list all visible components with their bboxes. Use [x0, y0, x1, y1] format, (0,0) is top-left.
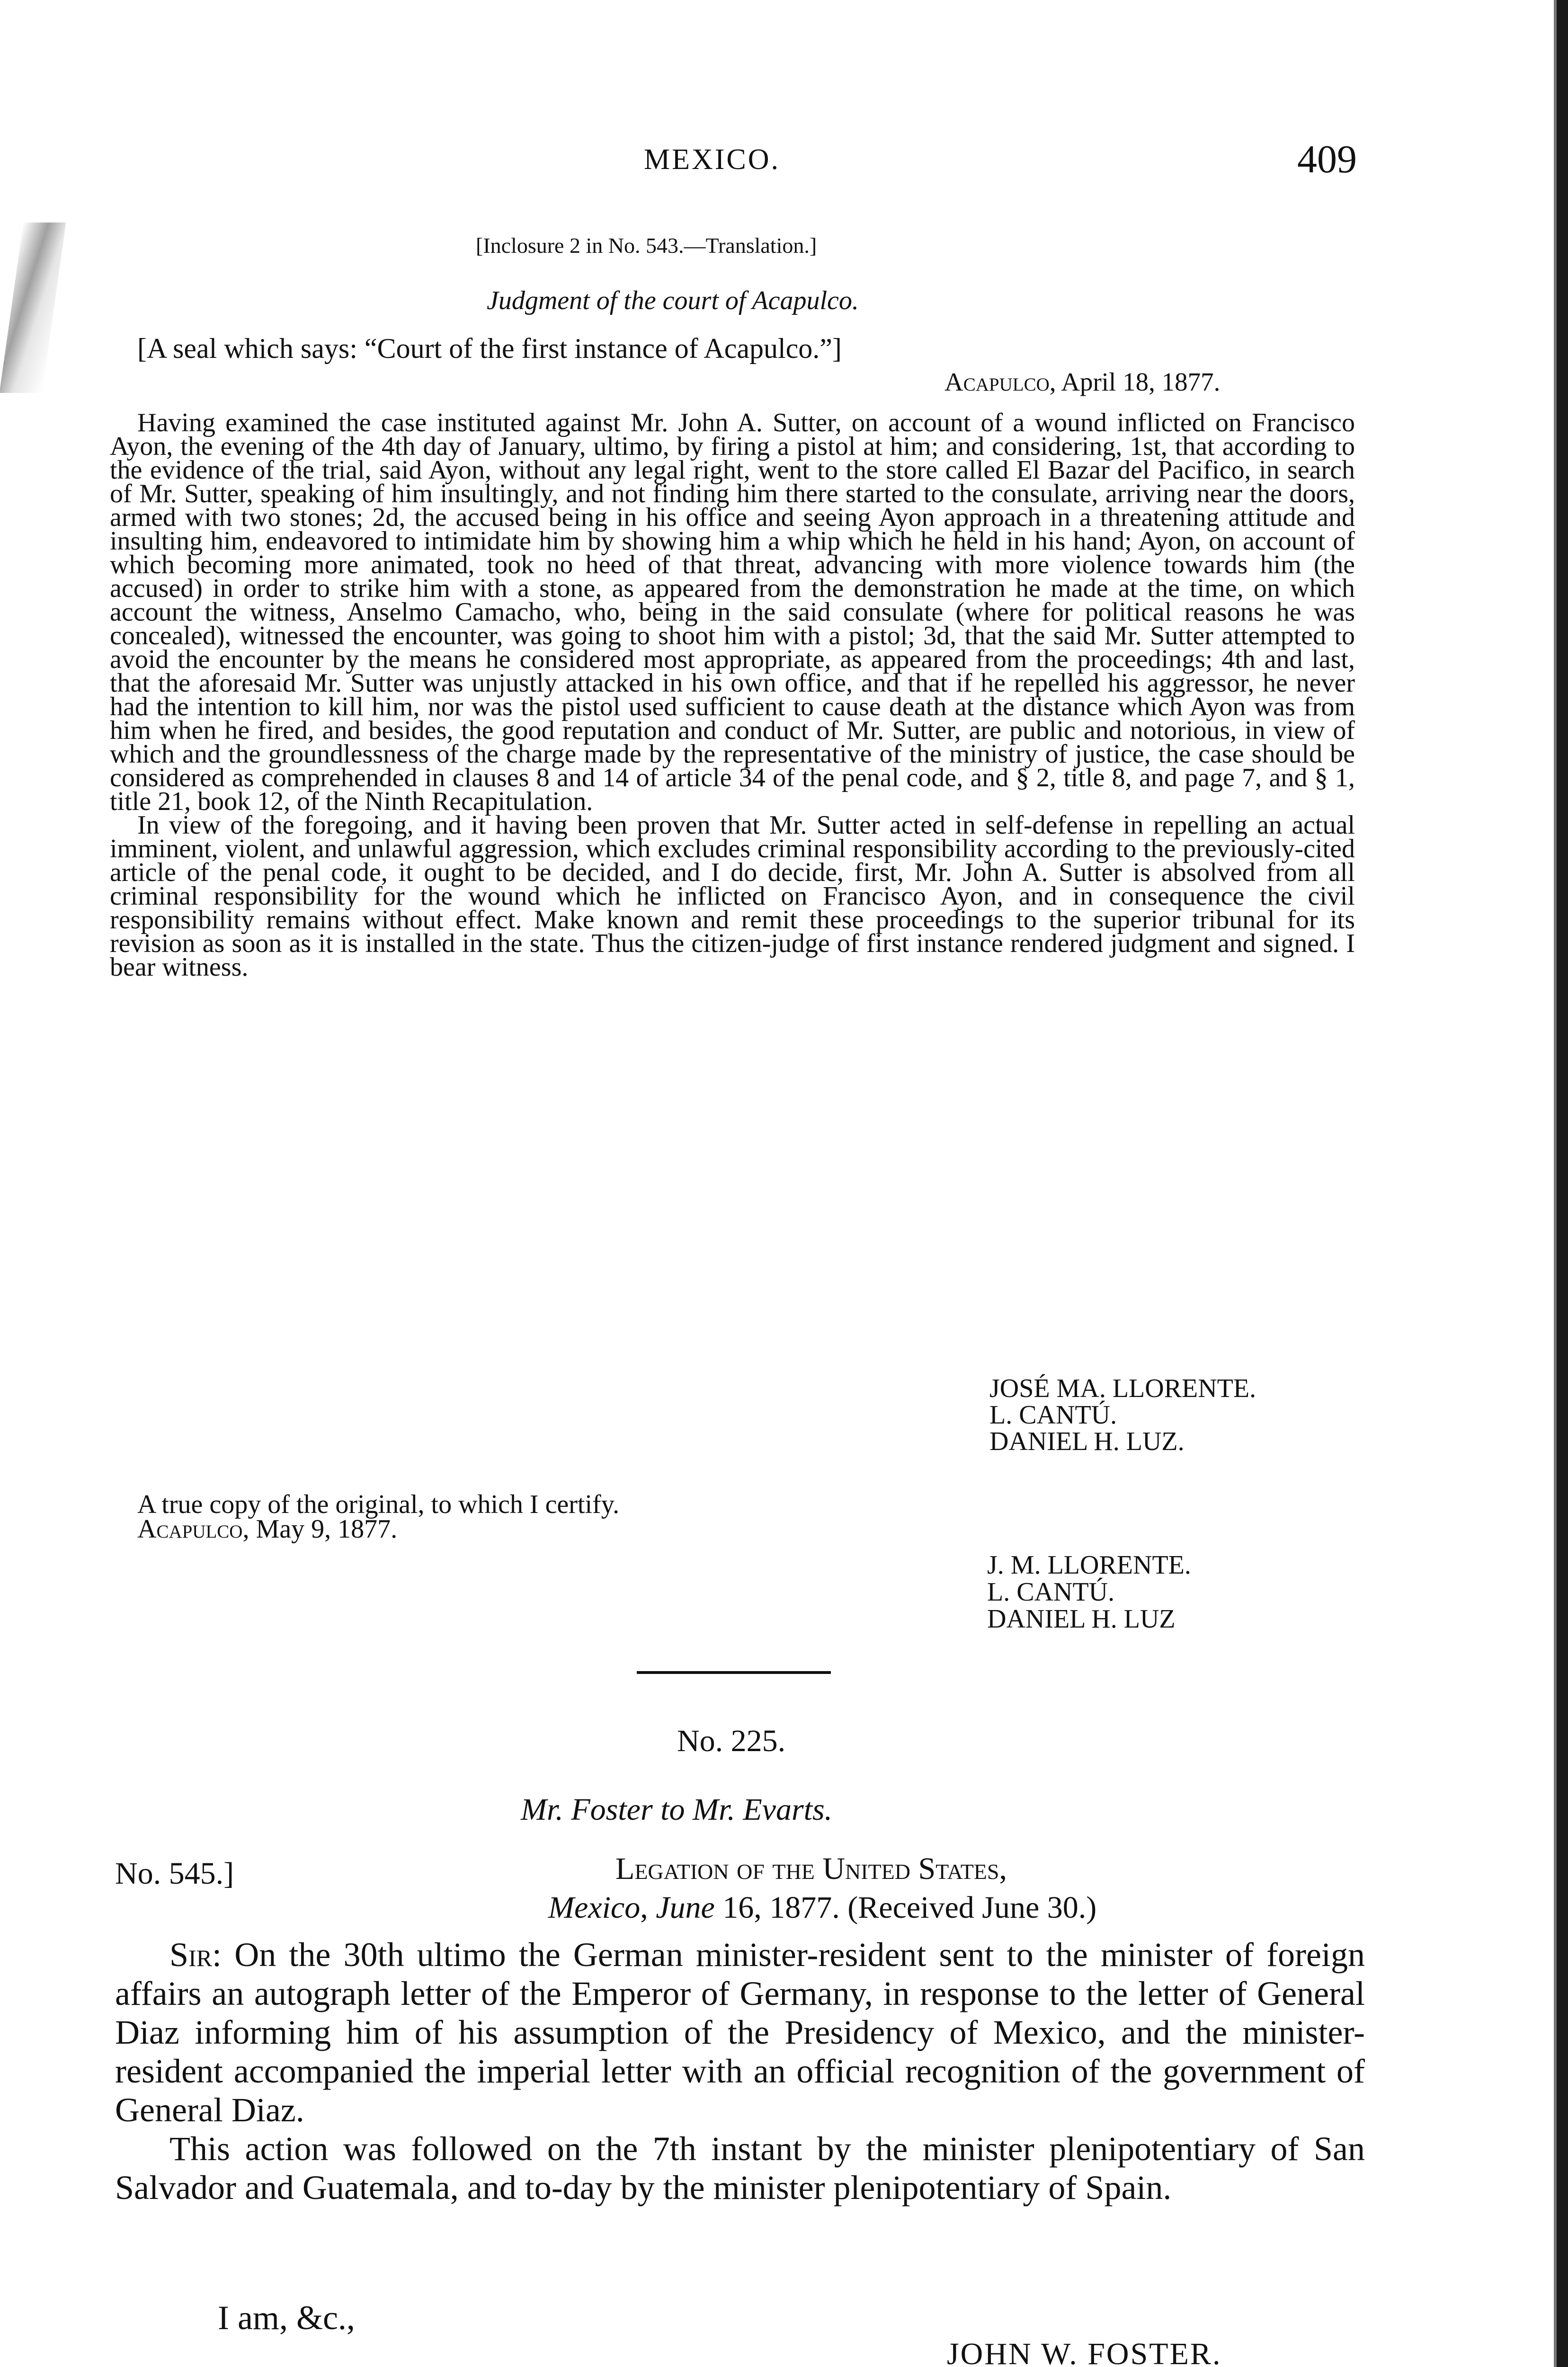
signatory-name: DANIEL H. LUZ.	[989, 1427, 1185, 1456]
letter-paragraph	[115, 1935, 1365, 2129]
letter-paragraph: This action was followed on the 7th instant by the minister plenipotentiary of San Salvador and Guatemala, and to-day by the minister plenipotentiary of Spain.	[115, 2130, 1365, 2207]
letter-signature: JOHN W. FOSTER.	[947, 2337, 1222, 2367]
judgment-dateline	[944, 367, 1220, 397]
judgment-paragraph: Having examined the case instituted against Mr. John A. Sutter, on account of a wound inflicted on Francisco Ayon, the evening of the 4th day of January, ultimo, by firing a pistol at him; and considering, 1st, that according to the evidence of the trial, said Ayon, without any legal right, went to the store called El Bazar del Pacifico, in search of Mr. Sutter, speaking of him insultingly, and not finding him there started to the consulate, arriving near the doors, armed with two stones; 2d, the accused being in his office and seeing Ayon approach in a threatening attitude and insulting him, endeavored to intimidate him by showing him a whip which he held in his hand; Ayon, on account of which becoming more animated, took no heed of that threat, advancing with more violence towards him (the accused) in order to strike him with a stone, as appeared from the demonstration he made at the time, on which account the witness, Anselmo Camacho, who, being in the said consulate (where for political reasons he was concealed), witnessed the encounter, was going to shoot him with a pistol; 3d, that the said Mr. Sutter attempted to avoid the encounter by the means he considered most appropriate, as appeared from the proceedings; 4th and last, that the aforesaid Mr. Sutter was unjustly attacked in his own office, and that if he repelled his aggressor, he never had the intention to kill him, nor was the pistol used sufficient to cause death at the distance which Ayon was from him when he fired, and besides, the good reputation and conduct of Mr. Sutter, are public and notorious, in view of which and the groundlessness of the charge made by the representative of the ministry of justice, the case should be considered as comprehended in clauses 8 and 14 of article 34 of the penal code, and § 2, title 8, and page 7, and § 1, title 21, book 12, of the Ninth Recapitulation.	[110, 408, 1355, 816]
signatory-name: J. M. LLORENTE.	[987, 1550, 1191, 1580]
judgment-title: Judgment of the court of Acapulco.	[487, 286, 859, 315]
section-divider	[637, 1671, 831, 1674]
certification-text: A true copy of the original, to which I certify.	[137, 1490, 620, 1519]
certification-signatories	[987, 1552, 1191, 1633]
salutation: Sir	[169, 1936, 213, 1974]
judgment-body	[110, 408, 1355, 982]
letter-dateline: Mexico, June 16, 1877. (Received June 30.)	[548, 1890, 1097, 1925]
scan-mark	[0, 222, 66, 393]
signatory-name: L. CANTÚ.	[987, 1577, 1115, 1607]
running-head: MEXICO.	[644, 143, 781, 176]
legation-heading: Legation of the United States,	[615, 1851, 1007, 1886]
certification-dateline	[137, 1514, 619, 1544]
signatory-name: DANIEL H. LUZ	[987, 1604, 1176, 1634]
judgment-signatories	[989, 1375, 1256, 1455]
certification-place: Acapulco	[137, 1514, 243, 1544]
letter-body	[115, 1935, 1365, 2207]
letter-date-month: June	[656, 1890, 715, 1925]
dateline-date: , April 18, 1877.	[1049, 367, 1221, 396]
letter-date-rest: 16, 1877. (Received June 30.)	[714, 1890, 1097, 1925]
dateline-place: Acapulco	[944, 367, 1050, 396]
letter-title: Mr. Foster to Mr. Evarts.	[521, 1792, 833, 1827]
letter-reference: No. 545.]	[115, 1856, 234, 1891]
inclosure-note: [Inclosure 2 in No. 543.—Translation.]	[476, 233, 817, 258]
signatory-name: L. CANTÚ.	[989, 1400, 1117, 1430]
certification	[137, 1490, 620, 1544]
certification-date: , May 9, 1877.	[242, 1514, 398, 1544]
letter-paragraph-text: : On the 30th ultimo the German minister-resident sent to the minister of foreign affairs an autograph letter of the Emperor of Germany, in response to the letter of General Diaz informing him of his assumption of the Presidency of Mexico, and the minister-resident accompanied the imperial letter with an official recognition of the government of General Diaz.	[115, 1936, 1365, 2129]
signatory-name: JOSÉ MA. LLORENTE.	[989, 1374, 1256, 1403]
judgment-paragraph: In view of the foregoing, and it having been proven that Mr. Sutter acted in self-defense in repelling an actual imminent, violent, and unlawful aggression, which excludes criminal responsibility according to the previously-cited article of the penal code, it ought to be decided, and I do decide, first, Mr. John A. Sutter is absolved from all criminal responsibility for the wound which he inflicted on Francisco Ayon, and in consequence the civil responsibility remains without effect. Make known and remit these proceedings to the superior tribunal for its revision as soon as it is installed in the state. Thus the citizen-judge of first instance rendered judgment and signed. I bear witness.	[110, 810, 1355, 982]
letter-date-place: Mexico	[548, 1890, 641, 1925]
page-number: 409	[1297, 137, 1357, 181]
seal-description: [A seal which says: “Court of the first instance of Acapulco.”]	[137, 333, 842, 364]
document-number: No. 225.	[677, 1724, 786, 1758]
page-binding-edge	[1557, 0, 1568, 2367]
letter-closing: I am, &c.,	[218, 2299, 355, 2337]
